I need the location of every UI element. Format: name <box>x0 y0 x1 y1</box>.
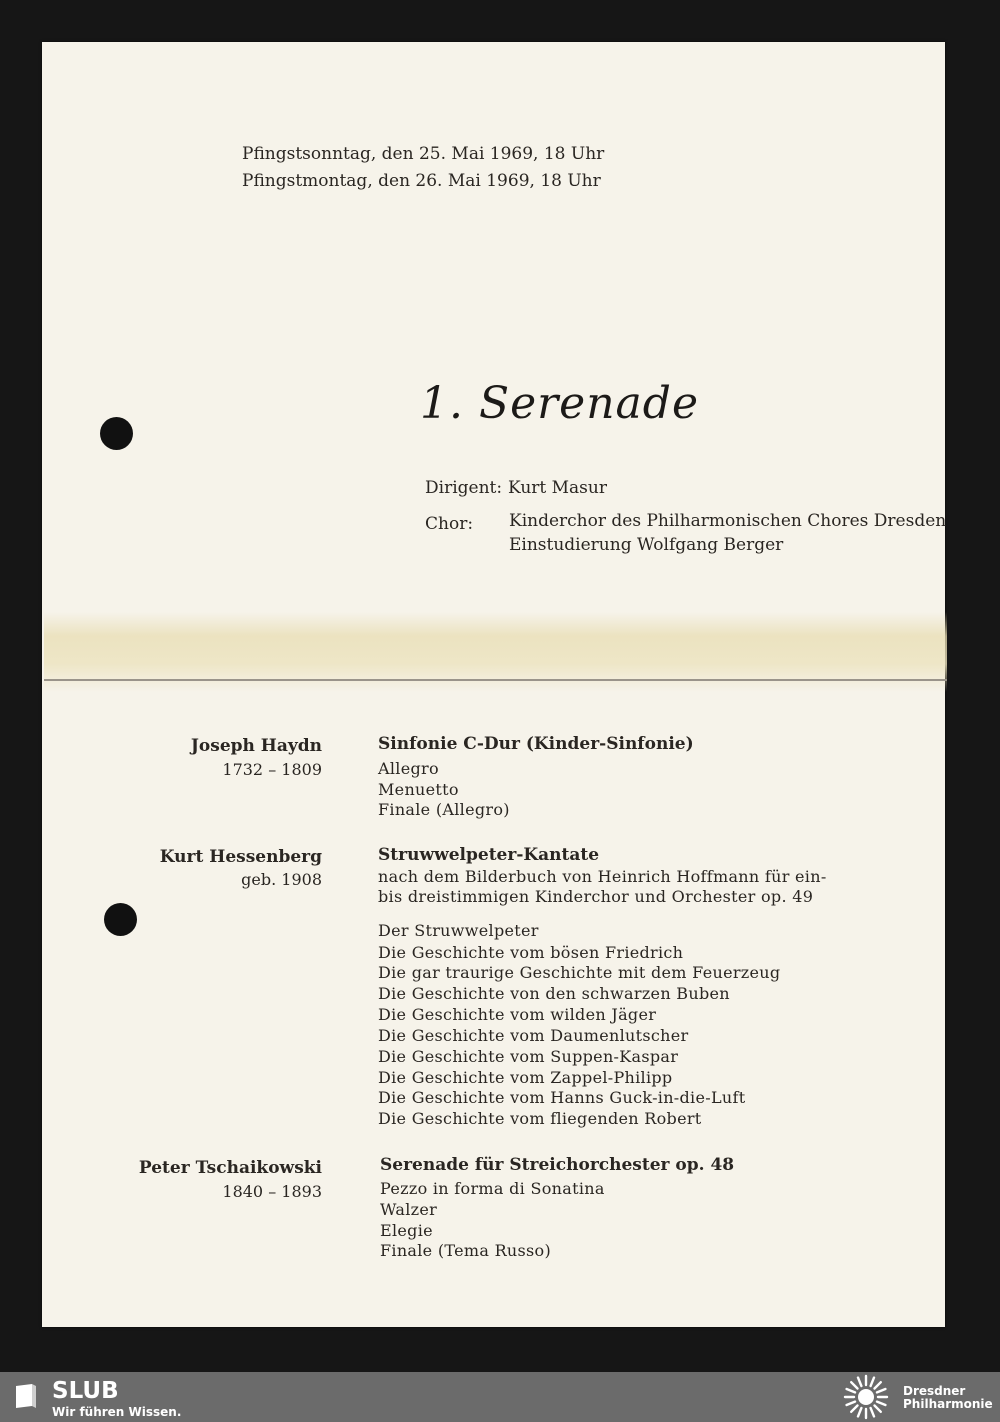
partner-name-line-2: Philharmonie <box>903 1397 993 1411</box>
movement: Die Geschichte vom bösen Friedrich <box>378 943 684 962</box>
composer-dates: geb. 1908 <box>241 870 322 889</box>
composer-name: Joseph Haydn <box>190 736 322 756</box>
work-title: Serenade für Streichorchester op. 48 <box>380 1155 735 1175</box>
work-description: nach dem Bilderbuch von Heinrich Hoffmann für ein- <box>378 867 827 886</box>
work-title: Struwwelpeter-Kantate <box>378 845 600 865</box>
partner-name[interactable] <box>903 1385 993 1411</box>
composer-dates: 1840 – 1893 <box>222 1182 322 1201</box>
movement: Menuetto <box>378 780 459 799</box>
work-description: bis dreistimmigen Kinderchor und Orchester op. 49 <box>378 887 814 906</box>
concert-date-1: Pfingstsonntag, den 25. Mai 1969, 18 Uhr <box>242 144 605 164</box>
composer-dates: 1732 – 1809 <box>222 760 322 779</box>
punch-hole-top <box>100 417 133 450</box>
punch-hole-bottom <box>104 903 137 936</box>
conductor-label: Dirigent: <box>425 478 503 498</box>
movement: Der Struwwelpeter <box>378 921 539 940</box>
footer-bar <box>0 1372 1000 1422</box>
movement: Die Geschichte vom fliegenden Robert <box>378 1109 702 1128</box>
movement: Die Geschichte vom Daumenlutscher <box>378 1026 689 1045</box>
movement: Die Geschichte vom wilden Jäger <box>378 1005 657 1024</box>
movement: Die gar traurige Geschichte mit dem Feuerzeug <box>378 963 781 982</box>
movement: Walzer <box>380 1200 438 1219</box>
composer-name: Peter Tschaikowski <box>138 1158 322 1178</box>
library-name[interactable]: SLUB <box>52 1378 119 1404</box>
concert-date-2: Pfingstmontag, den 26. Mai 1969, 18 Uhr <box>242 171 601 191</box>
movement: Elegie <box>380 1221 433 1240</box>
choir-name: Kinderchor des Philharmonischen Chores Dresden <box>509 511 947 531</box>
conductor-name: Kurt Masur <box>508 478 607 498</box>
movement: Die Geschichte vom Suppen-Kaspar <box>378 1047 679 1066</box>
movement: Finale (Allegro) <box>378 800 510 819</box>
partner-name-line-1: Dresdner <box>903 1384 966 1398</box>
movement: Pezzo in forma di Sonatina <box>380 1179 605 1198</box>
work-title: Sinfonie C-Dur (Kinder-Sinfonie) <box>378 734 694 754</box>
slub-logo-icon <box>14 1382 38 1410</box>
movement: Die Geschichte von den schwarzen Buben <box>378 984 730 1003</box>
movement: Finale (Tema Russo) <box>380 1241 552 1260</box>
movement: Allegro <box>378 759 439 778</box>
choir-label: Chor: <box>425 514 474 534</box>
library-tagline: Wir führen Wissen. <box>52 1405 182 1419</box>
fold-line <box>44 679 947 681</box>
choir-rehearsal: Einstudierung Wolfgang Berger <box>509 535 784 555</box>
philharmonie-logo-icon <box>840 1374 892 1420</box>
movement: Die Geschichte vom Zappel-Philipp <box>378 1068 673 1087</box>
concert-title: 1. Serenade <box>420 378 699 429</box>
composer-name: Kurt Hessenberg <box>159 847 322 867</box>
movement: Die Geschichte vom Hanns Guck-in-die-Luft <box>378 1088 746 1107</box>
